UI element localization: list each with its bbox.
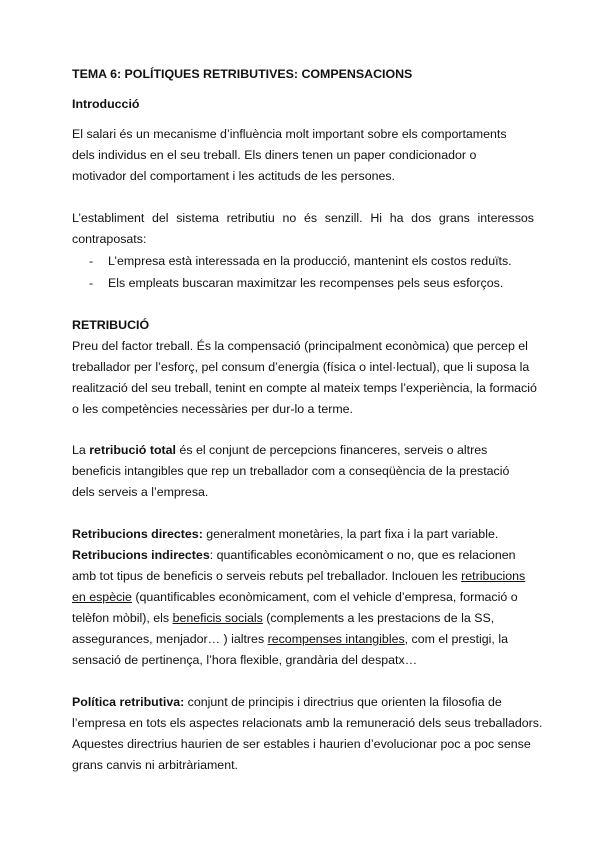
politica-line1 [72,695,534,710]
underlined-en-especie: en espècie [72,590,132,604]
underlined-retribucions: retribucions [461,569,526,583]
indirectes-line3 [72,590,534,605]
politica-text: conjunt de principis i directrius que orienten la filosofia de [184,695,502,709]
intro-p1-line3: motivador del comportament i les actituds de les persones. [72,169,396,183]
dash-marker: - [89,254,94,268]
directes-line [72,527,534,542]
indirectes-line4 [72,611,534,626]
bullet-text: L’empresa està interessada en la producció, mantenint els costos reduïts. [108,254,512,268]
indirectes-line4-pre: telèfon mòbil), els [72,611,173,625]
indirectes-text: : quantificables econòmicament o no, que es relacionen [209,548,516,562]
intro-p2-line1: L’establiment del sistema retributiu no és senzill. Hi ha dos grans interessos [72,211,534,225]
retribucio-p1-line1: Preu del factor treball. És la compensació (principalment econòmica) que percep el [72,339,528,353]
indirectes-line2 [72,569,534,584]
dash-marker: - [89,276,94,290]
indirectes-line5-pre: assegurances, menjador… ) ialtres [72,632,268,646]
intro-p1-line1: El salari és un mecanisme d’influència molt important sobre els comportaments [72,127,507,141]
indirectes-line4-rest: (complements a les prestacions de la SS, [262,611,495,625]
intro-p2-line2: contraposats: [72,232,147,246]
directes-text: generalment monetàries, la part fixa i la part variable. [202,527,499,541]
indirectes-line6: sensació de pertinença, l’hora flexible, grandària del despatx… [72,653,418,667]
total-line2: beneficis intangibles que rep un treballador com a conseqüència de la prestació [72,464,510,478]
indirectes-line5 [72,632,534,647]
total-rest: és el conjunt de percepcions financeres, serveis o altres [175,443,488,457]
underlined-beneficis-socials: beneficis socials [172,611,263,625]
retribucio-p1-line4: o les competències necessàries per dur-lo a terme. [72,402,353,416]
bullet-text: Els empleats buscaran maximitzar les recompenses pels seus esforços. [108,276,504,290]
indirectes-line5-rest: , com el prestigi, la [404,632,508,646]
politica-line4: grans canvis ni arbitràriament. [72,758,238,772]
politica-term: Política retributiva: [72,695,185,709]
retribucio-p1-line3: realització del seu treball, tenint en compte al mateix temps l’experiència, la formació [72,381,537,395]
total-pre: La [72,443,90,457]
intro-heading: Introducció [72,97,140,111]
indirectes-line1 [72,548,534,563]
directes-term: Retribucions directes: [72,527,203,541]
indirectes-line3-text: (quantificables econòmicament, com el vehicle d’empresa, formació o [131,590,518,604]
total-bold-term: retribució total [89,443,176,457]
total-line1 [72,443,534,458]
retribucio-heading: RETRIBUCIÓ [72,318,150,332]
intro-p1-line2: dels individus en el seu treball. Els diners tenen un paper condicionador o [72,148,477,162]
politica-line3: Aquestes directrius haurien de ser estables i haurien d’evolucionar poc a poc sense [72,737,531,751]
page-title: TEMA 6: POLÍTIQUES RETRIBUTIVES: COMPENSACIONS [72,67,413,81]
retribucio-p1-line2: treballador per l’esforç, pel consum d’energia (física o intel·lectual), que li suposa la [72,360,530,374]
politica-line2: l’empresa en tots els aspectes relacionats amb la remuneració dels seus treballadors. [72,716,543,730]
indirectes-term: Retribucions indirectes [72,548,210,562]
indirectes-line2-text: amb tot tipus de beneficis o serveis rebuts pel treballador. Inclouen les [72,569,462,583]
total-line3: dels serveis a l’empresa. [72,485,209,499]
underlined-recompenses-intangibles: recompenses intangibles [267,632,405,646]
